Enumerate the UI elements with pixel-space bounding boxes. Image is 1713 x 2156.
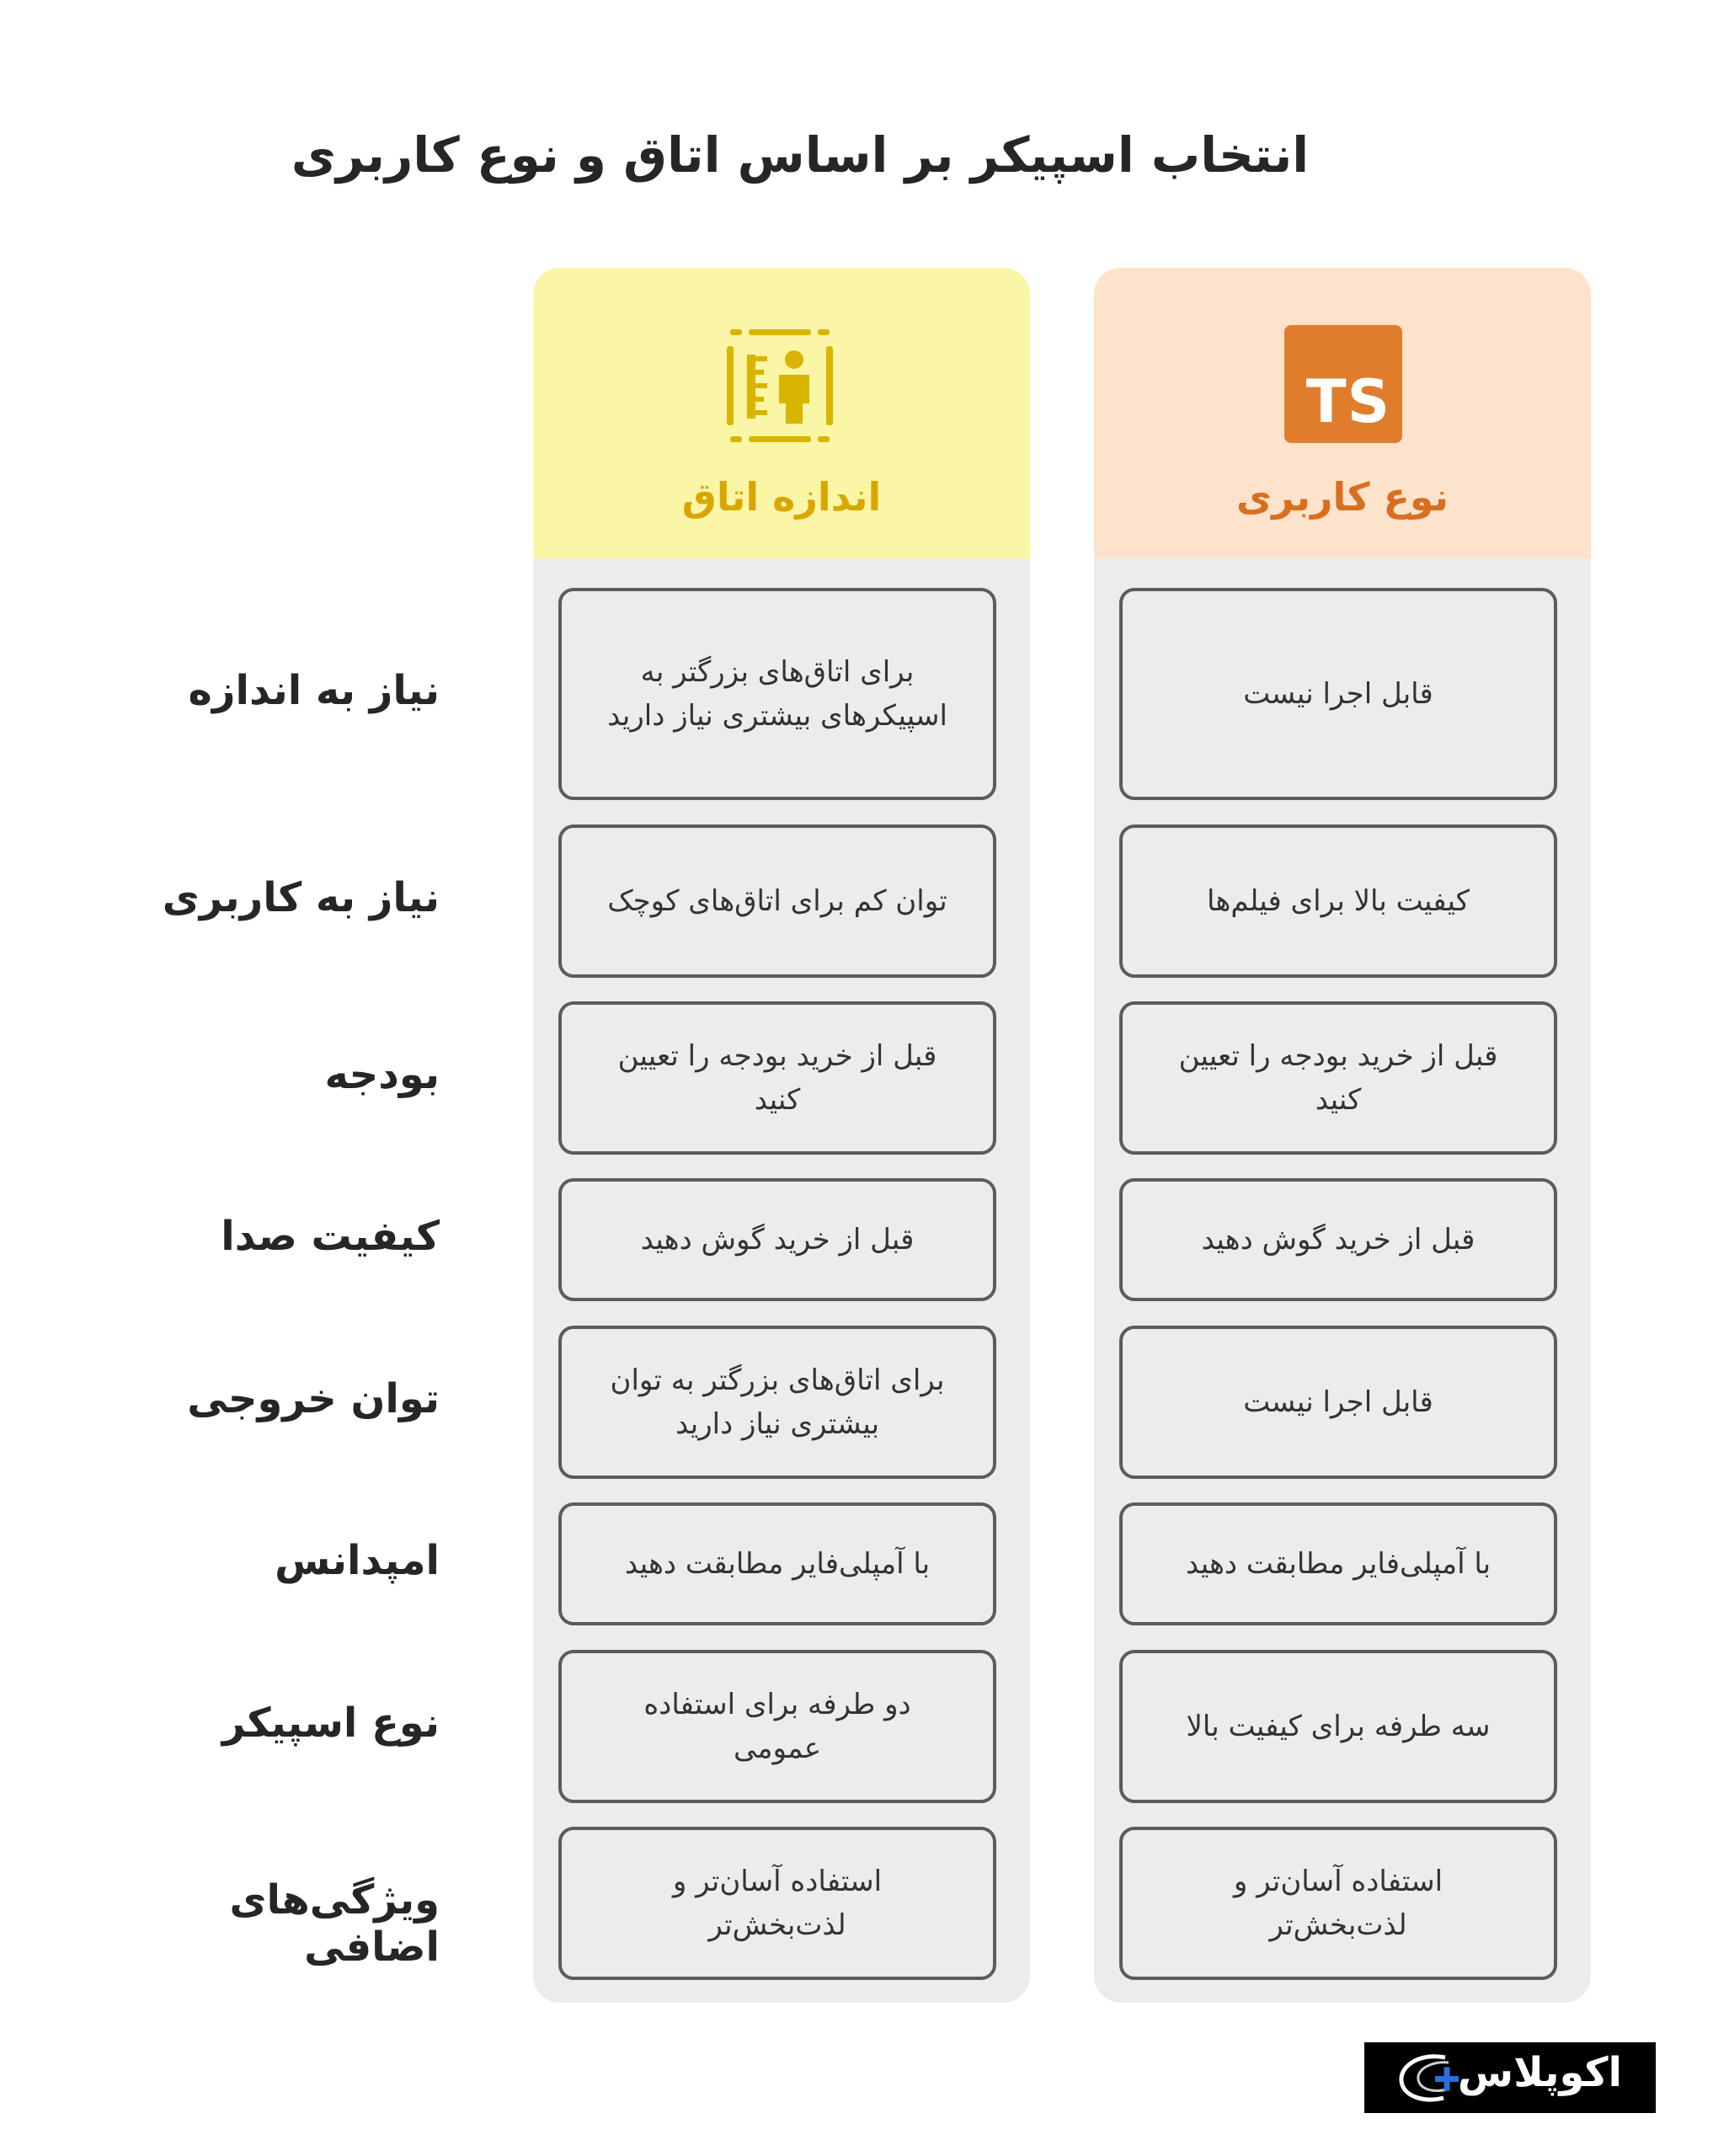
room-cell-extra-features: استفاده آسان‌تر و لذت‌بخش‌تر [558, 1827, 996, 1980]
usage-cell-output-power: قابل اجرا نیست [1119, 1326, 1557, 1479]
row-label-output-power: توان خروجی [187, 1375, 440, 1422]
ts-icon-text: TS [1305, 367, 1390, 436]
page-title: انتخاب اسپیکر بر اساس اتاق و نوع کاربری [291, 126, 1310, 184]
room-size-column [533, 268, 1030, 2003]
usage-type-title: نوع کاربری [1235, 474, 1449, 520]
row-label-extra-features: ویژگی‌های اضافی [229, 1876, 440, 1971]
room-size-header [533, 268, 1030, 558]
usage-cell-impedance: با آمپلی‌فایر مطابقت دهید [1119, 1502, 1557, 1625]
usage-cell-usage-need: کیفیت بالا برای فیلم‌ها [1119, 825, 1557, 978]
row-label-budget: بودجه [324, 1051, 440, 1098]
brand-logo [1364, 2042, 1656, 2113]
usage-cell-budget: قبل از خرید بودجه را تعیین کنید [1119, 1001, 1557, 1155]
room-cell-usage-need: توان کم برای اتاق‌های کوچک [558, 825, 996, 978]
row-label-speaker-type: نوع اسپیکر [221, 1700, 440, 1747]
usage-cell-sound-quality: قبل از خرید گوش دهید [1119, 1178, 1557, 1301]
row-label-usage-need: نیاز به کاربری [162, 874, 440, 921]
room-size-icon [717, 323, 843, 449]
usage-cell-extra-features: استفاده آسان‌تر و لذت‌بخش‌تر [1119, 1827, 1557, 1980]
room-cell-speaker-type: دو طرفه برای استفاده عمومی [558, 1650, 996, 1803]
usage-cell-speaker-type: سه طرفه برای کیفیت بالا [1119, 1650, 1557, 1803]
room-cell-impedance: با آمپلی‌فایر مطابقت دهید [558, 1502, 996, 1625]
usage-type-header [1094, 268, 1591, 558]
usage-type-column [1094, 268, 1591, 2003]
room-cell-size-need: برای اتاق‌های بزرگتر به اسپیکرهای بیشتری نیاز دارید [558, 588, 996, 800]
room-cell-budget: قبل از خرید بودجه را تعیین کنید [558, 1001, 996, 1155]
row-label-impedance: امپدانس [275, 1537, 440, 1584]
row-label-sound-quality: کیفیت صدا [221, 1213, 440, 1260]
logo-text: اکوپلاس [1457, 2049, 1622, 2096]
row-label-size-need: نیاز به اندازه [188, 667, 440, 714]
ts-icon [1284, 325, 1402, 443]
room-cell-sound-quality: قبل از خرید گوش دهید [558, 1178, 996, 1301]
usage-cell-size-need: قابل اجرا نیست [1119, 588, 1557, 800]
room-size-title: اندازه اتاق [681, 474, 882, 520]
room-cell-output-power: برای اتاق‌های بزرگتر به توان بیشتری نیاز دارید [558, 1326, 996, 1479]
